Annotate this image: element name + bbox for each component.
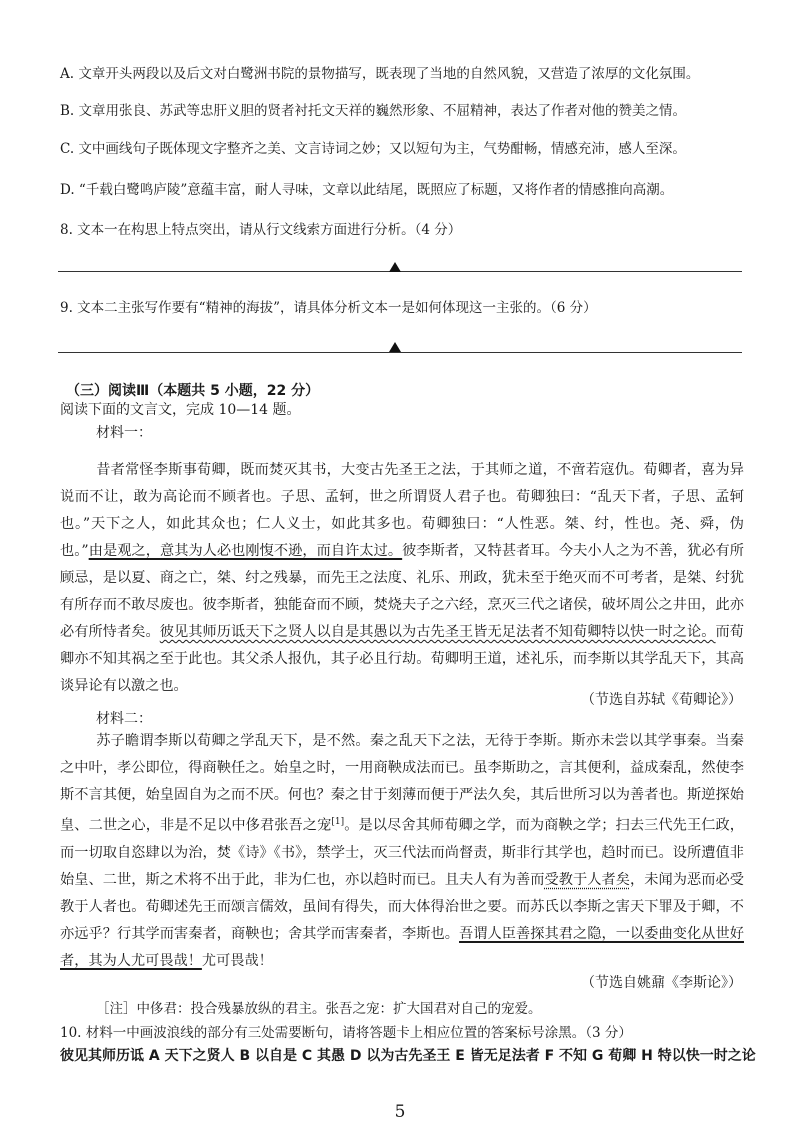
annotation-note: ［注］中侈君：投合残暴放纵的君主。张吾之宠：扩大国君对自己的宠爱。 (96, 1001, 542, 1017)
passage-segment: 尤可畏哉！ (201, 952, 273, 969)
section-intro: 阅读下面的文言文，完成 10—14 题。 (60, 402, 301, 418)
question-8: 8. 文本一在构思上特点突出，请从行文线索方面进行分析。（4 分） (60, 222, 462, 238)
answer-line-9 (58, 352, 742, 353)
option-c: C. 文中画线句子既体现文字整齐之美、文言诗词之妙；又以短句为主，气势酣畅，情感充沛，感人至深。 (60, 141, 686, 157)
triangle-marker-icon (389, 262, 401, 272)
material-1-label: 材料一： (96, 425, 152, 441)
triangle-marker-icon (389, 342, 401, 352)
option-b: B. 文章用张良、苏武等忠肝义胆的贤者衬托文天祥的巍然形象、不屈精神，表达了作者对他的赞美之情。 (60, 103, 687, 119)
option-a: A. 文章开头两段以及后文对白鹭洲书院的景物描写，既表现了当地的自然风貌，又营造了浓厚的文化氛围。 (60, 66, 700, 82)
question-9: 9. 文本二主张写作要有“精神的海拔”，请具体分析文本一是如何体现这一主张的。（6 分） (60, 300, 597, 316)
question-10-answer-options: 彼见其师历诋 A 天下之贤人 B 以自是 C 其愚 D 以为古先圣王 E 皆无足法者 F 不知 G 荀卿 H 特以快一时之论 (60, 1048, 756, 1064)
material-1-source: （节选自苏轼《荀卿论》） (581, 692, 742, 708)
passage-segment: ，未闻为恶而必受教于人者也。荀卿述先王而颂言儒效，虽间有得失，而大体得治世之要。而苏氏以李斯之害天下罪及于卿，不亦远乎？行其学而害秦者，商鞅也；舍其学而害秦者，李斯也。 (60, 871, 744, 942)
section-title: （三）阅读Ⅲ（本题共 5 小题，22 分） (66, 383, 320, 399)
passage-segment: 苏子瞻谓李斯以荀卿之学乱天下，是不然。秦之乱天下之法，无待于李斯。斯亦未尝以其学事秦。当秦之中叶，孝公即位，得商鞅任之。始皇之时，一用商鞅成法而已。虽李斯助之，言其便利，益成秦乱，然使李斯不言其便，始皇固自为之而不厌。何也？秦之甘于刻薄而便于严法久矣，其后世所习以为善者也。斯逆探始皇、二世之心，非是不足以中侈君张吾之宠 (60, 733, 744, 834)
passage-segment: 吾谓人臣善探其君之隐，一以委曲变化从世好者，其为人尤可畏哉！ (60, 925, 744, 969)
option-d: D. “千载白鹭鸣庐陵”意蕴丰富，耐人寻味，文章以此结尾，既照应了标题，又将作者的情感推向高潮。 (60, 182, 674, 198)
passage-segment: 由是观之，意其为人必也刚愎不逊，而自许太过。 (88, 543, 403, 559)
page-number: 5 (394, 1102, 406, 1122)
material-1-text (60, 457, 744, 700)
passage-segment: [1] (331, 817, 345, 827)
question-10: 10. 材料一中画波浪线的部分有三处需要断句，请将答题卡上相应位置的答案标号涂黑。（3 分） (60, 1025, 632, 1041)
passage-segment: 昔者常怪李斯事荀卿，既而焚灭其书，大变古先圣王之法，于其师之道，不啻若寇仇。荀卿者，喜为异说而不让，敢为高论而不顾者也。子思、孟轲，世之所谓贤人君子也。荀卿独曰：“乱天下者，子思、孟轲也。”天下之人，如此其众也；仁人义士，如此其多也。荀卿独曰：“人性恶。桀、纣，性也。尧、舜，伪也。” (60, 462, 744, 559)
material-2-text (60, 728, 744, 975)
passage-segment: 。是以尽舍其师荀卿之学，而为商鞅之学；扫去三代先王仁政，而一切取自恣肆以为治，焚《诗》《书》，禁学士，灭三代法而尚督责，斯非行其学也，趋时而已。设所遭值非始皇、二世，斯之术将不出于此，非为仁也，亦以趋时而已。且夫人有为善而 (60, 817, 744, 888)
material-2-label: 材料二： (96, 711, 152, 727)
passage-segment: 彼见其师历诋天下之贤人以自是其愚以为古先圣王皆无足法者不知荀卿特以快一时之论。 (159, 624, 716, 640)
passage-segment: 彼李斯者，又特甚者耳。今夫小人之为不善，犹必有所顾忌，是以夏、商之亡，桀、纣之残暴，而先王之法度、礼乐、刑政，犹未至于绝灭而不可考者，是桀、纣犹有所存而不敢尽废也。彼李斯者，独能奋而不顾，焚烧夫子之六经，烹灭三代之诸侯，破坏周公之井田，此亦必有所恃者矣。 (60, 543, 744, 640)
passage-segment: 而荀卿亦不知其祸之至于此也。其父杀人报仇，其子必且行劫。荀卿明王道，述礼乐，而李斯以其学乱天下，其高谈异论有以激之也。 (60, 624, 744, 694)
material-2-source: （节选自姚鼐《李斯论》） (581, 975, 742, 991)
passage-segment: 受教于人者矣 (544, 871, 631, 888)
